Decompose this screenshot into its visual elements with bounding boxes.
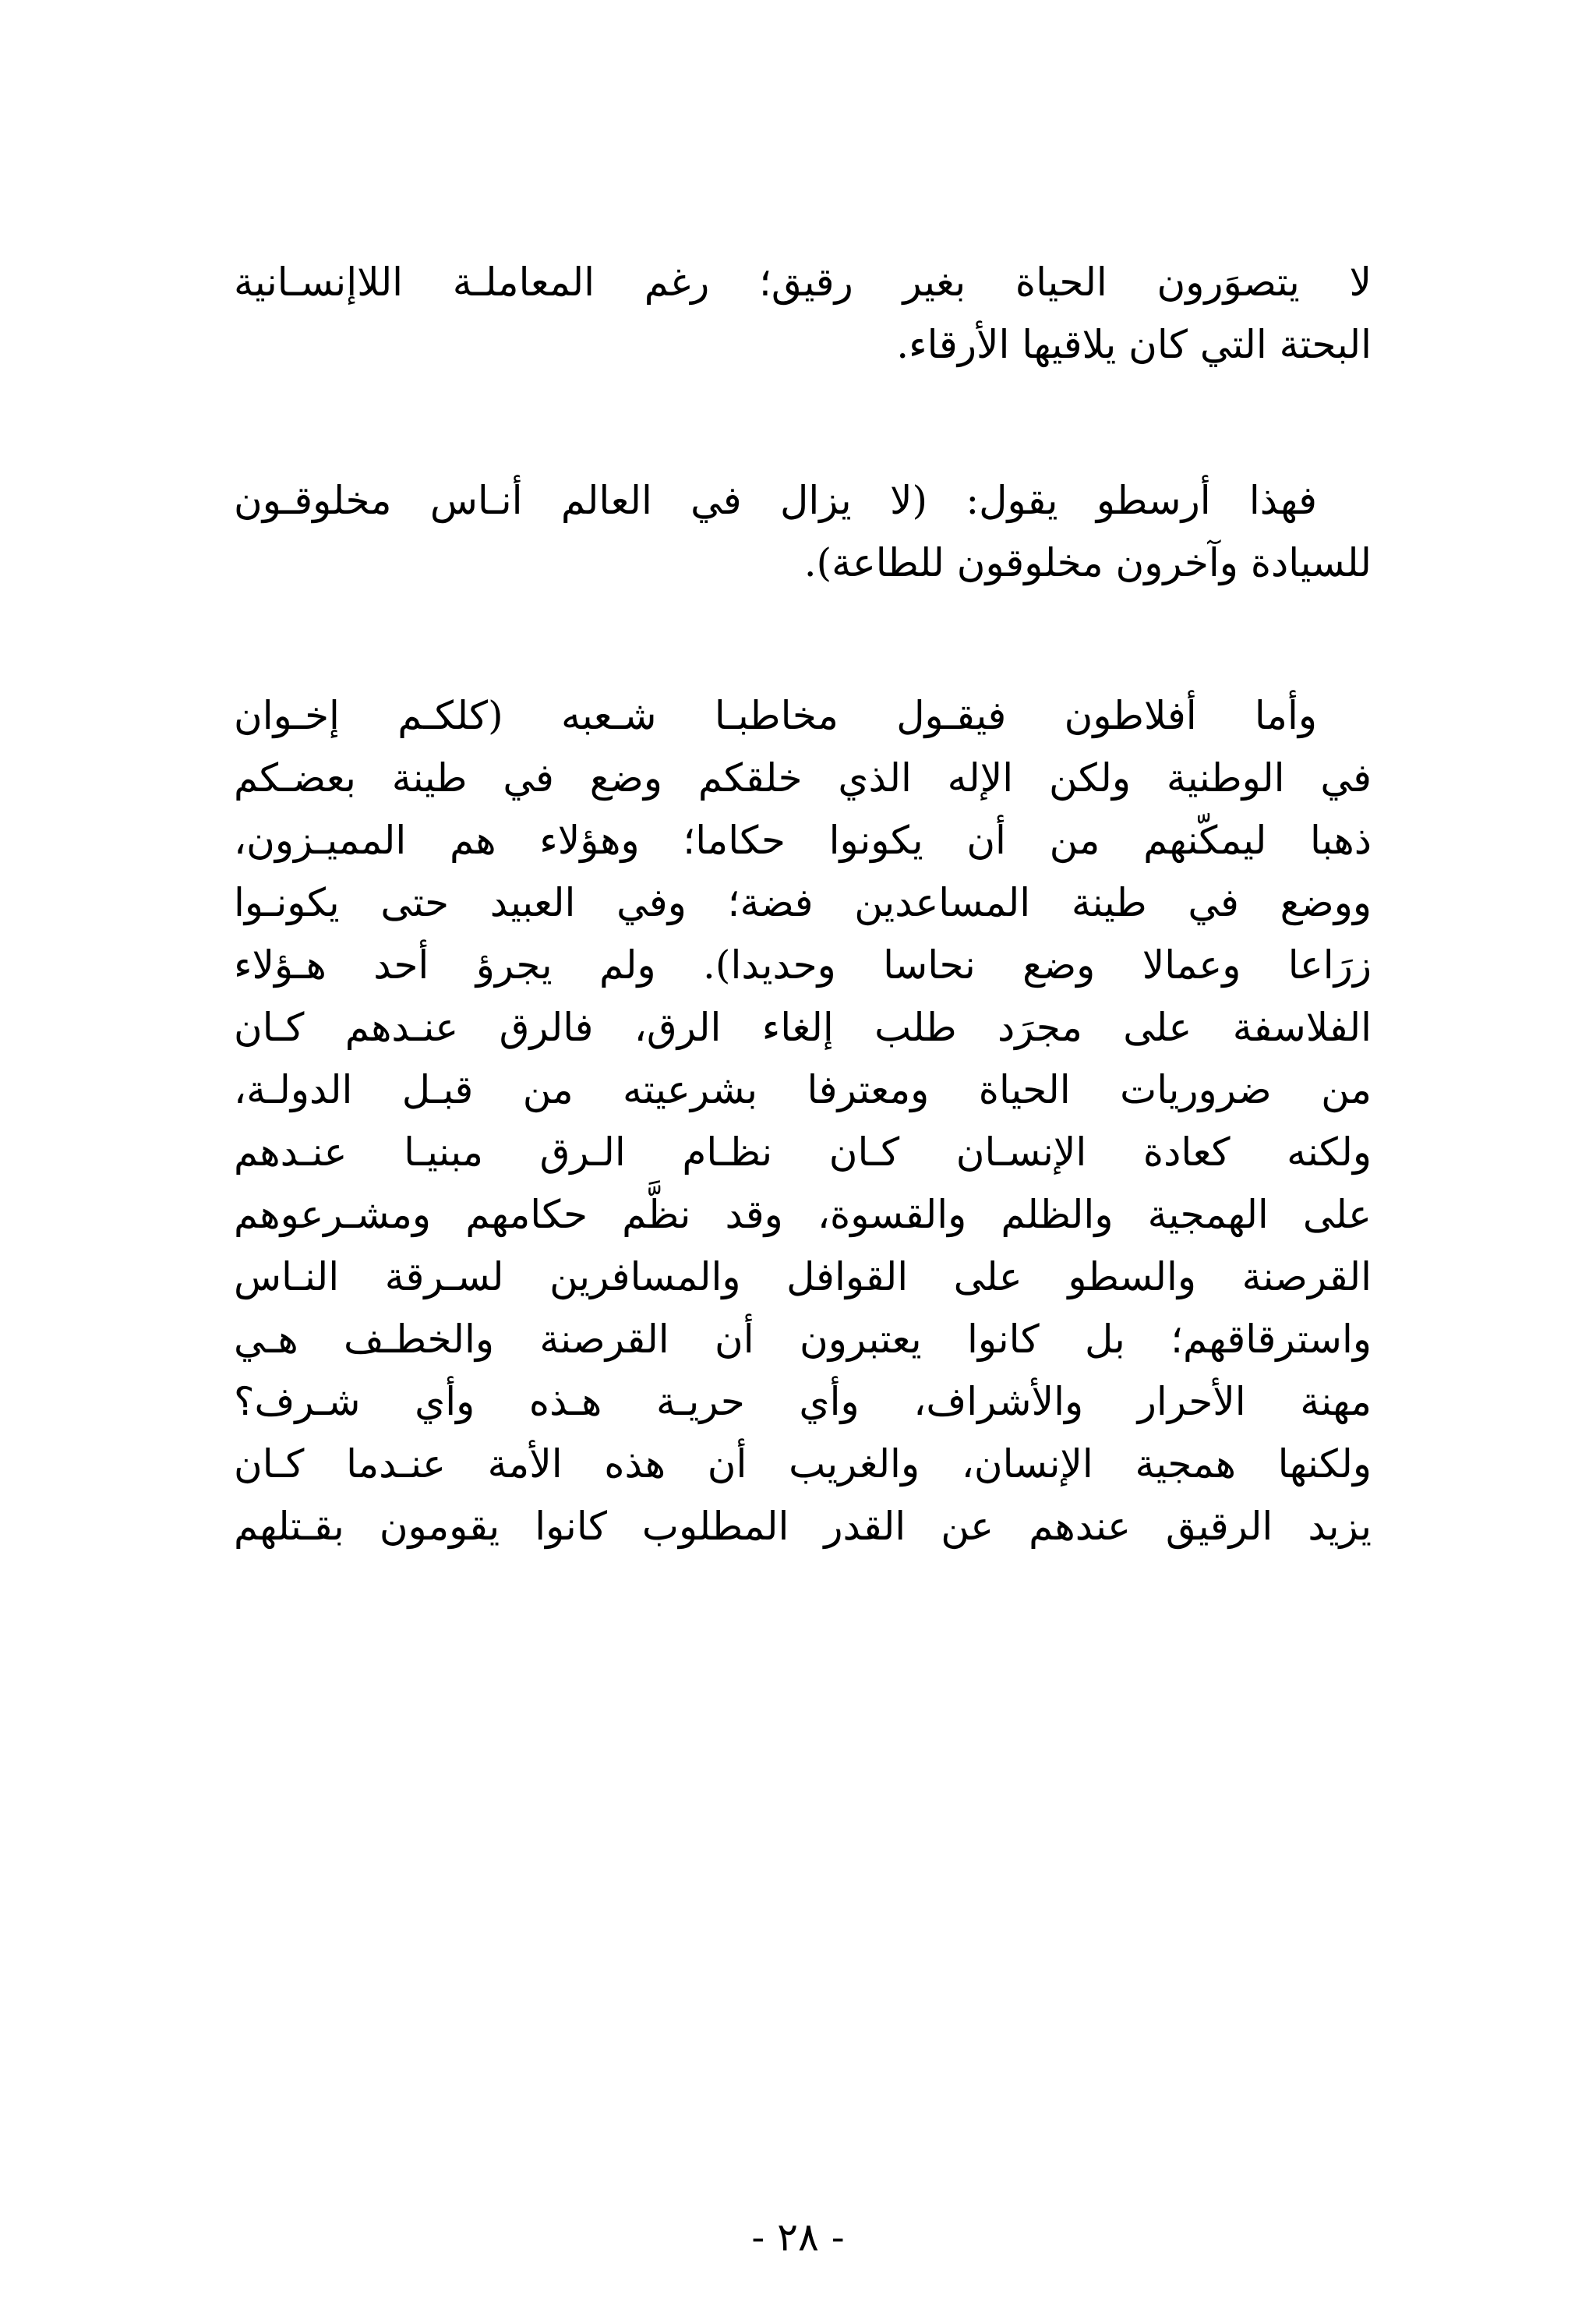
paragraph-line: مهنة الأحرار والأشراف، وأي حريـة هـذه وأي شـرف؟ [234, 1379, 1372, 1424]
paragraph-line: ولكنه كعادة الإنسـان كـان نظـام الـرق مبنيـا عنـدهم [234, 1130, 1372, 1175]
paragraph-line: لا يتصوَرون الحياة بغير رقيق؛ رغم المعاملـة اللاإنسـانية [234, 260, 1372, 305]
paragraph-line: الفلاسفة على مجرَد طلب إلغاء الرق، فالرق عنـدهم كـان [234, 1005, 1372, 1050]
paragraph-line: للسيادة وآخرون مخلوقون للطاعة). [803, 540, 1372, 585]
paragraph-line: واسترقاقهم؛ بل كانوا يعتبرون أن القرصنة والخطـف هـي [234, 1317, 1372, 1362]
paragraph-1 [234, 251, 1372, 376]
paragraph-line: البحتة التي كان يلاقيها الأرقاء. [896, 322, 1372, 367]
paragraph-line: على الهمجية والظلم والقسوة، وقد نظَّم حكامهم ومشـرعوهم [234, 1192, 1372, 1237]
page-number: - ٢٨ - [751, 2215, 845, 2260]
paragraph-line: ذهبا ليمكّنهم من أن يكونوا حكاما؛ وهؤلاء هم المميـزون، [234, 818, 1372, 863]
paragraph-line: ووضع في طينة المساعدين فضة؛ وفي العبيد حتى يكونـوا [234, 880, 1372, 925]
paragraph-line: القرصنة والسطو على القوافل والمسافرين لسـرقة النـاس [234, 1254, 1372, 1299]
paragraph-line: في الوطنية ولكن الإله الذي خلقكم وضع في طينة بعضـكم [234, 755, 1372, 801]
paragraph-line: زرَاعا وعمالا وضع نحاسا وحديدا). ولم يجرؤ أحد هـؤلاء [234, 942, 1372, 988]
paragraph-line: يزيد الرقيق عندهم عن القدر المطلوب كانوا يقومون بقـتلهم [234, 1504, 1372, 1549]
paragraph-line: ولكنها همجية الإنسان، والغريب أن هذه الأمة عنـدما كـان [234, 1441, 1372, 1487]
paragraph-line: وأما أفلاطون فيقـول مخاطبـا شـعبه (كلكـم إخـوان [234, 693, 1317, 738]
paragraph-line: من ضروريات الحياة ومعترفا بشرعيته من قبـل الدولـة، [234, 1067, 1372, 1112]
paragraph-3 [234, 684, 1372, 1557]
paragraph-line: فهذا أرسطو يقول: (لا يزال في العالم أنـاس مخلوقـون [234, 478, 1317, 523]
paragraph-2 [234, 469, 1372, 594]
